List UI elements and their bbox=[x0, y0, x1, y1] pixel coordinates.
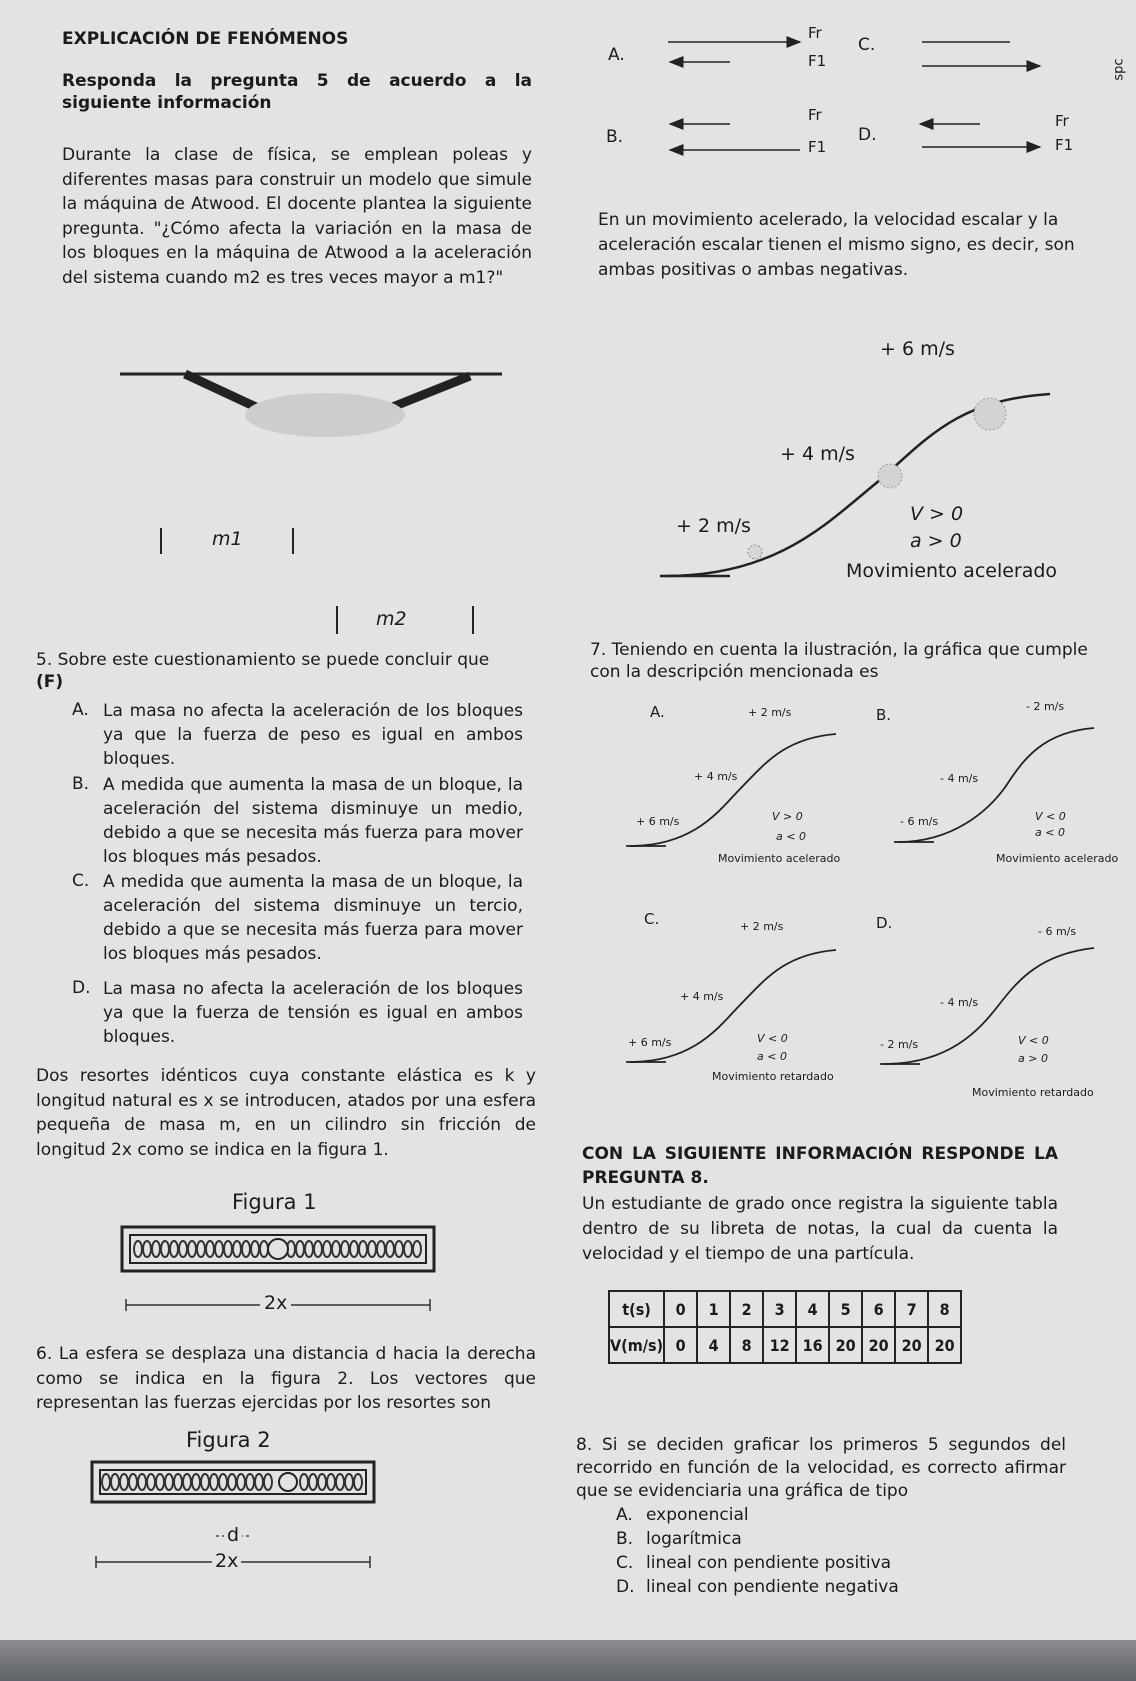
table-cell: 3 bbox=[763, 1291, 796, 1327]
fig2-caption: Figura 2 bbox=[186, 1428, 271, 1452]
fr-label-d: Fr bbox=[1055, 112, 1069, 130]
accelerated-motion-graph bbox=[660, 380, 1080, 590]
m1-label: m1 bbox=[212, 528, 243, 550]
fr-label-a: Fr bbox=[808, 24, 822, 42]
q7-text: 7. Teniendo en cuenta la ilustración, la gráfica que cumple con la descripción mencionada es bbox=[590, 640, 1088, 682]
table-cell: 8 bbox=[928, 1291, 961, 1327]
block-m2 bbox=[336, 606, 474, 634]
fig2-length: 2x bbox=[212, 1550, 241, 1572]
vector-option-d-letter[interactable]: D. bbox=[858, 125, 877, 145]
table-cell: 5 bbox=[829, 1291, 862, 1327]
table-cell: 2 bbox=[730, 1291, 763, 1327]
q8-text: 8. Si se deciden graficar los primeros 5 segundos del recorrido en función de la velocidad, es correcto afirmar que se evidenciaria una gráfica de tipo bbox=[576, 1435, 1066, 1501]
vector-option-b-letter[interactable]: B. bbox=[606, 127, 624, 147]
table-cell: 12 bbox=[763, 1327, 796, 1363]
table-cell: 1 bbox=[697, 1291, 730, 1327]
q8-header: CON LA SIGUIENTE INFORMACIÓN RESPONDE LA PREGUNTA 8. bbox=[582, 1144, 1058, 1188]
velocity-time-table bbox=[608, 1290, 962, 1364]
q7-option-a-curve bbox=[626, 726, 846, 851]
table-cell: 20 bbox=[862, 1327, 895, 1363]
table-cell: V(m/s) bbox=[609, 1327, 664, 1363]
intro-text: Responda la pregunta 5 de acuerdo a la siguiente información bbox=[62, 71, 532, 113]
m2-label: m2 bbox=[376, 608, 407, 630]
q5-stem: 5. Sobre este cuestionamiento se puede concluir que bbox=[36, 650, 490, 670]
pulley-figure bbox=[110, 360, 510, 450]
table-cell: 20 bbox=[928, 1327, 961, 1363]
vector-option-c-letter[interactable]: C. bbox=[858, 35, 876, 55]
springs-text: Dos resortes idénticos cuya constante elástica es k y longitud natural es x se introducen, atados por una esfera pequeña de masa m, en un cilindro sin fricción de longitud 2x como se indica en la figura 1. bbox=[36, 1066, 536, 1160]
figure-2-cylinder bbox=[90, 1460, 410, 1580]
table-cell: 4 bbox=[796, 1291, 829, 1327]
atwood-context: Durante la clase de física, se emplean poleas y diferentes masas para construir un modelo que simule la máquina de Atwood. El docente plantea la siguiente pregunta. "¿Cómo afecta la variación en la masa de los bloques en la máquina de Atwood a la aceleración del sistema cuando m2 es tres veces mayor a m1?" bbox=[62, 145, 532, 288]
q5-mark: (F) bbox=[36, 672, 64, 692]
block-m1 bbox=[160, 528, 294, 554]
graph-cond-a: a > 0 bbox=[910, 530, 962, 552]
section-title: EXPLICACIÓN DE FENÓMENOS bbox=[62, 29, 349, 49]
accelerated-definition: En un movimiento acelerado, la velocidad escalar y la aceleración escalar tienen el mismo signo, es decir, son ambas positivas o ambas negativas. bbox=[598, 210, 1075, 280]
table-cell: 0 bbox=[664, 1327, 697, 1363]
q7-option-b-curve bbox=[894, 722, 1104, 847]
table-cell: 7 bbox=[895, 1291, 928, 1327]
vector-arrows bbox=[0, 0, 1136, 170]
f1-label-d: F1 bbox=[1055, 136, 1074, 154]
table-cell: 4 bbox=[697, 1327, 730, 1363]
table-cell: 20 bbox=[895, 1327, 928, 1363]
fig1-length: 2x bbox=[260, 1292, 291, 1314]
table-cell: t(s) bbox=[609, 1291, 664, 1327]
table-cell: 0 bbox=[664, 1291, 697, 1327]
fig1-caption: Figura 1 bbox=[232, 1190, 317, 1214]
table-cell: 16 bbox=[796, 1327, 829, 1363]
f1-label-a: F1 bbox=[808, 52, 827, 70]
table-cell: 8 bbox=[730, 1327, 763, 1363]
fig2-d: d bbox=[224, 1524, 242, 1546]
q6-text: 6. La esfera se desplaza una distancia d hacia la derecha como se indica en la figura 2. Los vectores que representan las fuerzas ejercidas por los resortes son bbox=[36, 1344, 536, 1413]
graph-v4: + 4 m/s bbox=[780, 443, 855, 465]
graph-v2: + 2 m/s bbox=[676, 515, 751, 537]
graph-cond-v: V > 0 bbox=[910, 503, 964, 525]
table-cell: 6 bbox=[862, 1291, 895, 1327]
background-fabric bbox=[0, 1640, 1136, 1681]
table-row bbox=[609, 1327, 961, 1363]
graph-label: Movimiento acelerado bbox=[846, 560, 1058, 582]
corner-note: spc bbox=[1111, 58, 1127, 81]
f1-label-b: F1 bbox=[808, 138, 827, 156]
vector-option-a-letter[interactable]: A. bbox=[608, 45, 625, 65]
table-cell: 20 bbox=[829, 1327, 862, 1363]
table-row bbox=[609, 1291, 961, 1327]
q8-intro: Un estudiante de grado once registra la siguiente tabla dentro de su libreta de notas, la cual da cuenta la velocidad y el tiempo de una partícula. bbox=[582, 1194, 1058, 1264]
fr-label-b: Fr bbox=[808, 106, 822, 124]
graph-v6: + 6 m/s bbox=[880, 338, 955, 360]
